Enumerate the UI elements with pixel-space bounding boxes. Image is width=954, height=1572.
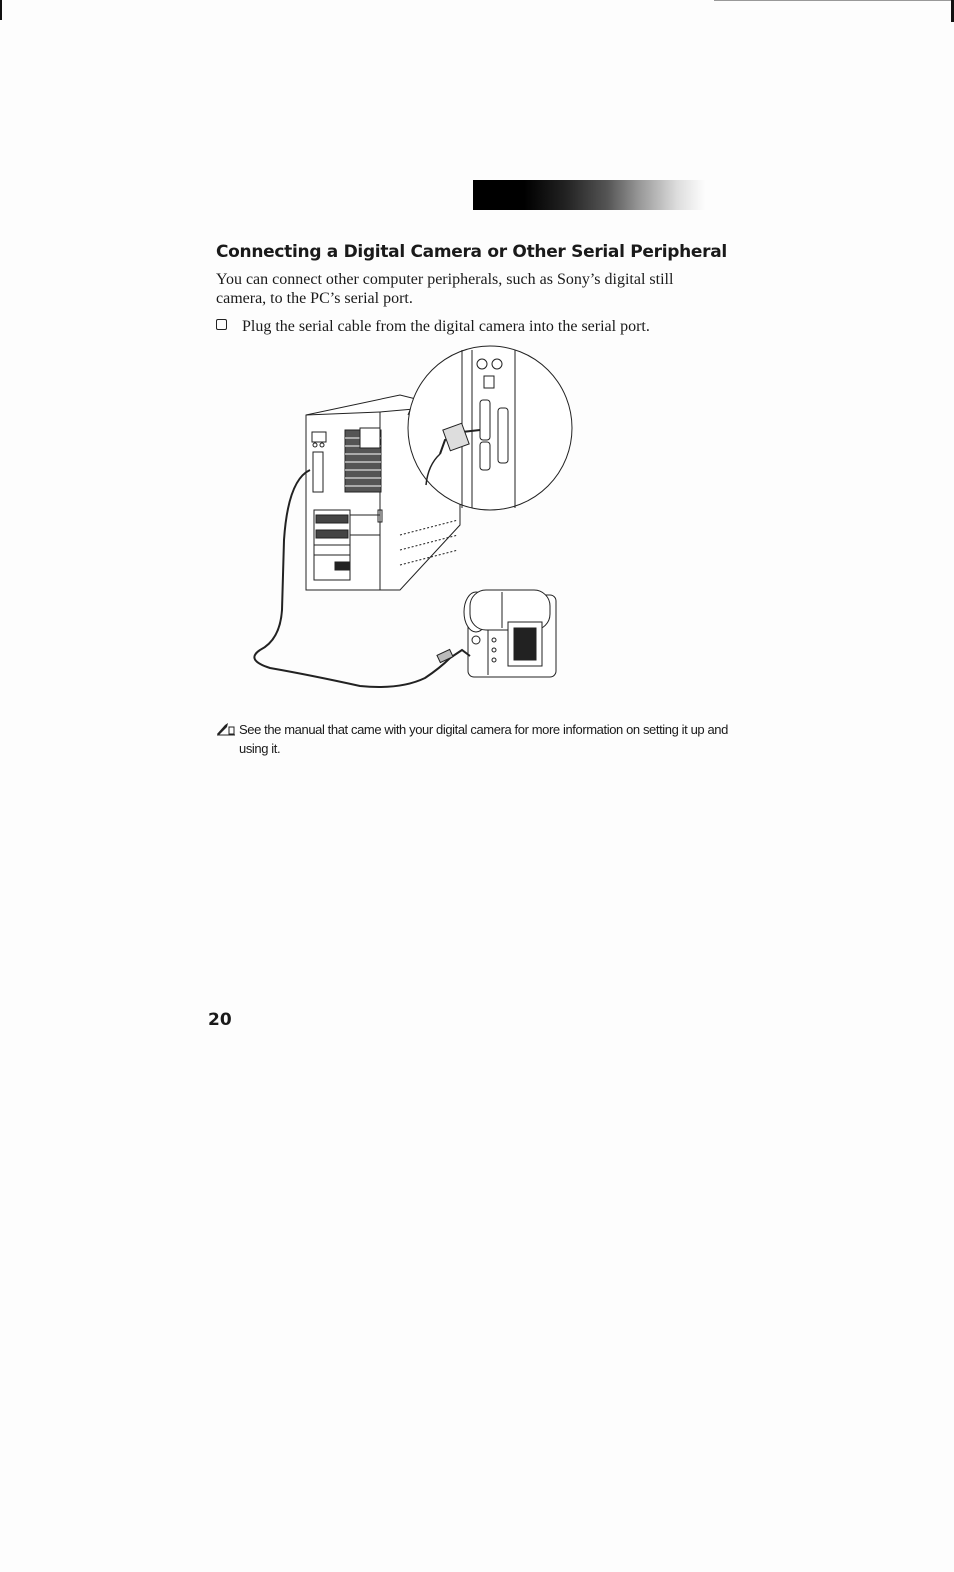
checkbox-icon (216, 319, 227, 330)
crop-mark-left (0, 0, 2, 20)
section-heading: Connecting a Digital Camera or Other Serial Peripheral (216, 242, 727, 262)
note-text: See the manual that came with your digital camera for more information on setting it up and using it. (239, 722, 728, 756)
intro-paragraph: You can connect other computer peripherals, such as Sony’s digital still camera, to the PC’s serial port. (216, 271, 674, 307)
crop-mark-top (714, 0, 954, 1)
digital-camera (437, 590, 556, 677)
serial-port-closeup (408, 346, 572, 510)
computer-serial-camera-illustration (240, 340, 580, 695)
page-number: 20 (208, 1010, 232, 1030)
pencil-note-icon (216, 722, 236, 736)
step-item (216, 318, 650, 336)
step-text: Plug the serial cable from the digital camera into the serial port. (242, 318, 650, 335)
section-header-bar (473, 180, 705, 210)
